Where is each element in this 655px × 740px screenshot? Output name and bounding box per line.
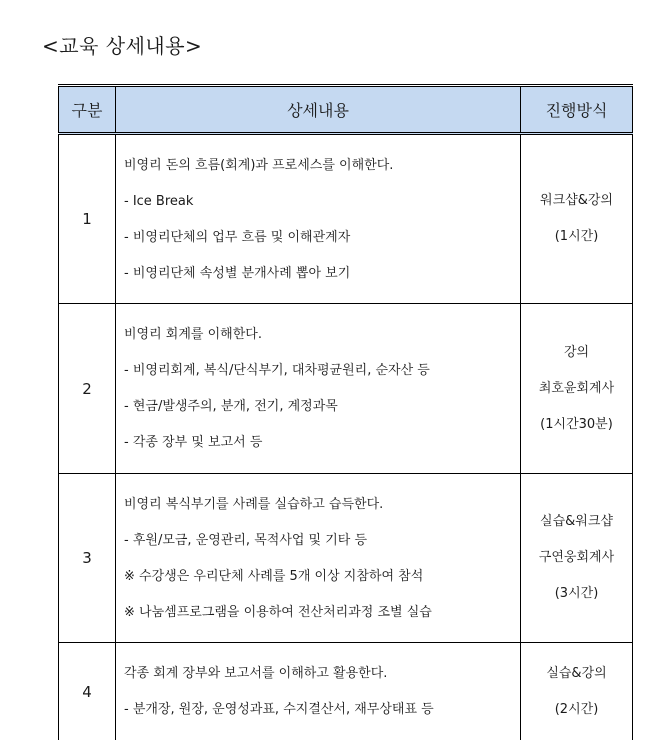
detail-objective: 비영리 회계를 이해한다.: [124, 317, 520, 353]
detail-item: - 분개장, 원장, 운영성과표, 수지결산서, 재무상태표 등: [124, 692, 520, 728]
detail-objective: 각종 회계 장부와 보고서를 이해하고 활용한다.: [124, 656, 520, 692]
education-detail-table: [58, 84, 633, 740]
table-header-row: [59, 86, 633, 134]
method-instructor: 구연웅회계사: [521, 540, 632, 576]
page-title: <교육 상세내용>: [42, 30, 202, 59]
method-instructor: 최호윤회계사: [521, 371, 632, 407]
row-method: [521, 474, 633, 643]
detail-objective: 비영리 돈의 흐름(회계)과 프로세스를 이해한다.: [124, 148, 520, 184]
row-method: [521, 304, 633, 474]
detail-item: - Ice Break: [124, 184, 520, 220]
method-duration: (1시간): [521, 219, 632, 255]
detail-note: ※ 수강생은 우리단체 사례를 5개 이상 지참하여 참석: [124, 559, 520, 595]
header-detail: 상세내용: [116, 86, 521, 134]
header-category: 구분: [59, 86, 116, 134]
row-detail: [116, 643, 521, 740]
method-duration: (1시간30분): [521, 407, 632, 443]
method-type: 실습&강의: [521, 656, 632, 692]
row-number: 3: [59, 474, 116, 643]
method-type: 워크샵&강의: [521, 183, 632, 219]
row-number: 1: [59, 134, 116, 304]
method-duration: (3시간): [521, 576, 632, 612]
table-row: [59, 643, 633, 740]
header-method: 진행방식: [521, 86, 633, 134]
detail-item: - 현금/발생주의, 분개, 전기, 계정과목: [124, 389, 520, 425]
detail-item: - 비영리단체의 업무 흐름 및 이해관계자: [124, 220, 520, 256]
detail-item: - 각종 장부 및 보고서 등: [124, 425, 520, 461]
table-row: [59, 304, 633, 474]
table-row: [59, 474, 633, 643]
row-number: 4: [59, 643, 116, 740]
table-row: [59, 134, 633, 304]
detail-item: - 후원/모금, 운영관리, 목적사업 및 기타 등: [124, 523, 520, 559]
detail-item: - 비영리단체 속성별 분개사례 뽑아 보기: [124, 256, 520, 292]
row-number: 2: [59, 304, 116, 474]
method-type: 실습&워크샵: [521, 504, 632, 540]
row-detail: [116, 134, 521, 304]
row-method: [521, 643, 633, 740]
method-type: 강의: [521, 335, 632, 371]
method-duration: (2시간): [521, 692, 632, 728]
row-detail: [116, 474, 521, 643]
row-detail: [116, 304, 521, 474]
detail-item: - 비영리회계, 복식/단식부기, 대차평균원리, 순자산 등: [124, 353, 520, 389]
detail-objective: 비영리 복식부기를 사례를 실습하고 습득한다.: [124, 487, 520, 523]
detail-note: ※ 나눔셈프로그램을 이용하여 전산처리과정 조별 실습: [124, 595, 520, 631]
row-method: [521, 134, 633, 304]
